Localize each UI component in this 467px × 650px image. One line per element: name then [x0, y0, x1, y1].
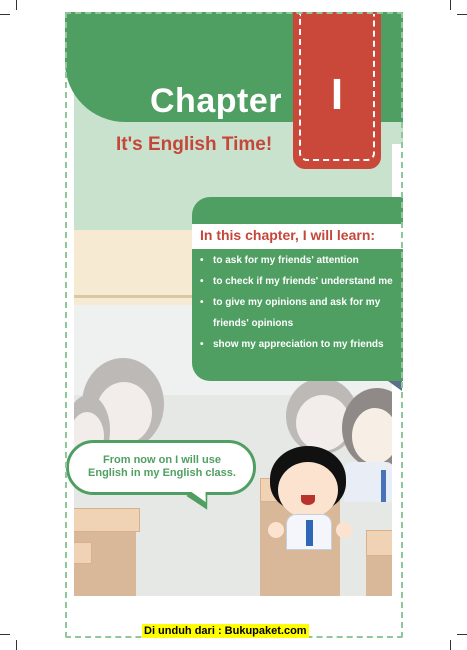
speech-line-2: English in my English class. [88, 467, 236, 479]
source-credit: Di unduh dari : Bukupaket.com [144, 625, 307, 637]
crop-mark-bottom-right-h [457, 634, 467, 635]
crop-mark-top-left-v [16, 0, 17, 10]
crop-mark-top-right-v [450, 0, 451, 10]
objective-item: • show my appreciation to my friends [200, 334, 396, 355]
crop-mark-bottom-left-v [16, 640, 17, 650]
objective-item: • to ask for my friends' attention [200, 250, 396, 271]
chapter-number: I [330, 70, 344, 119]
page-dashed-border [65, 12, 403, 638]
crop-mark-bottom-right-v [450, 640, 451, 650]
objective-item: • to check if my friends' understand me [200, 271, 396, 292]
objectives-heading: In this chapter, I will learn: [200, 227, 376, 243]
crop-mark-top-right-h [457, 14, 467, 15]
chapter-title: It's English Time! [116, 134, 273, 155]
chapter-label: Chapter [150, 82, 282, 120]
objective-item: • to give my opinions and ask for my friends' opinions [200, 292, 396, 334]
speech-line-1: From now on I will use [103, 454, 221, 466]
crop-mark-top-left-h [0, 14, 10, 15]
crop-mark-bottom-left-h [0, 634, 10, 635]
